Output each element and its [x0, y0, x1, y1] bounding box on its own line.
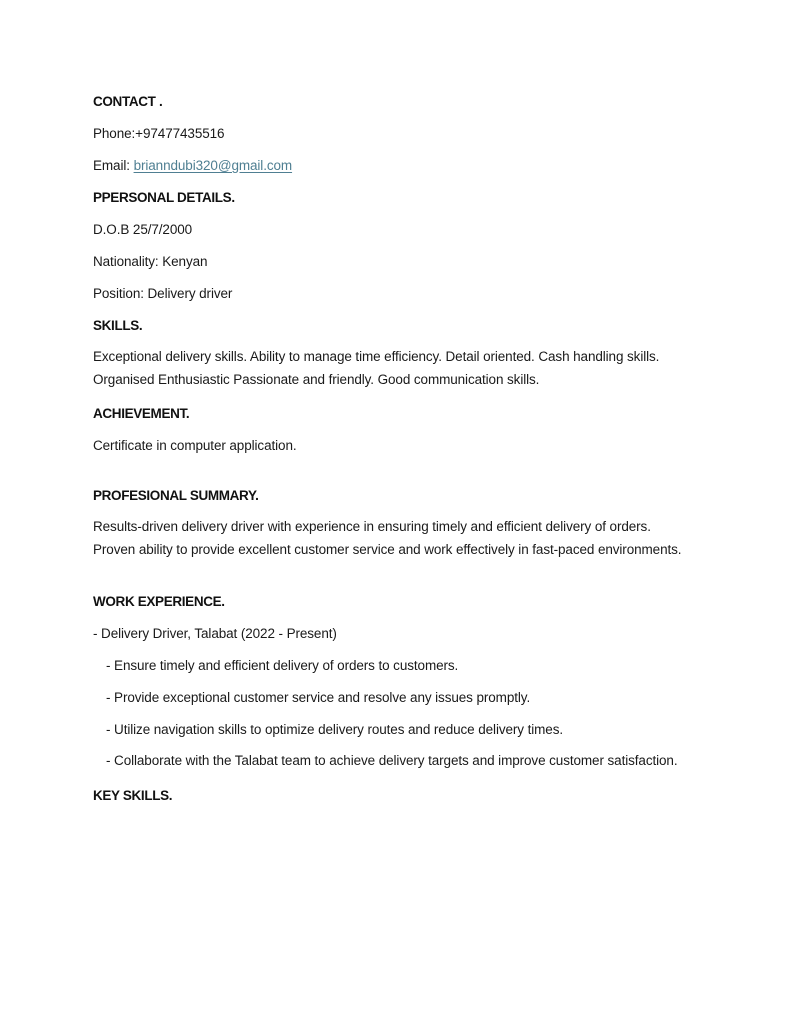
- duty-item-text: - Collaborate with the Talabat team to achieve delivery targets and improve customer satisfaction.: [106, 753, 678, 768]
- nationality-line: Nationality: Kenyan: [93, 254, 208, 269]
- personal-details-heading: PPERSONAL DETAILS.: [93, 190, 235, 205]
- summary-heading: PROFESIONAL SUMMARY.: [93, 488, 259, 503]
- achievement-text: Certificate in computer application.: [93, 438, 297, 453]
- duty-item: - Provide exceptional customer service and resolve any issues promptly.: [106, 690, 531, 705]
- duty-item: - Ensure timely and efficient delivery of orders to customers.: [106, 658, 459, 673]
- work-experience-heading: WORK EXPERIENCE.: [93, 594, 225, 609]
- email-label: Email:: [93, 158, 134, 173]
- resume-document: [93, 93, 683, 819]
- duty-item: [93, 750, 683, 773]
- email-line: [93, 157, 683, 175]
- position-line: Position: Delivery driver: [93, 286, 233, 301]
- skills-heading: SKILLS.: [93, 318, 143, 333]
- email-link[interactable]: brianndubi320@gmail.com: [133, 158, 293, 173]
- phone-line: Phone:+97477435516: [93, 126, 225, 141]
- achievement-heading: ACHIEVEMENT.: [93, 406, 190, 421]
- summary-text: Results-driven delivery driver with experience in ensuring timely and efficient delivery of orders. Proven ability to provide excellent customer service and work effectively in fast-paced environments.: [93, 519, 682, 557]
- contact-heading: CONTACT .: [93, 94, 163, 109]
- duty-item: - Utilize navigation skills to optimize delivery routes and reduce delivery times.: [106, 722, 563, 737]
- spacer: [93, 469, 683, 487]
- key-skills-heading: KEY SKILLS.: [93, 787, 173, 803]
- skills-text: Exceptional delivery skills. Ability to manage time efficiency. Detail oriented. Cash handling skills. Organised Enthusiastic Passionate and friendly. Good communication skills.: [93, 349, 660, 387]
- job-title-line: - Delivery Driver, Talabat (2022 - Present): [93, 626, 337, 641]
- spacer: [93, 575, 683, 593]
- dob-line: D.O.B 25/7/2000: [93, 222, 193, 237]
